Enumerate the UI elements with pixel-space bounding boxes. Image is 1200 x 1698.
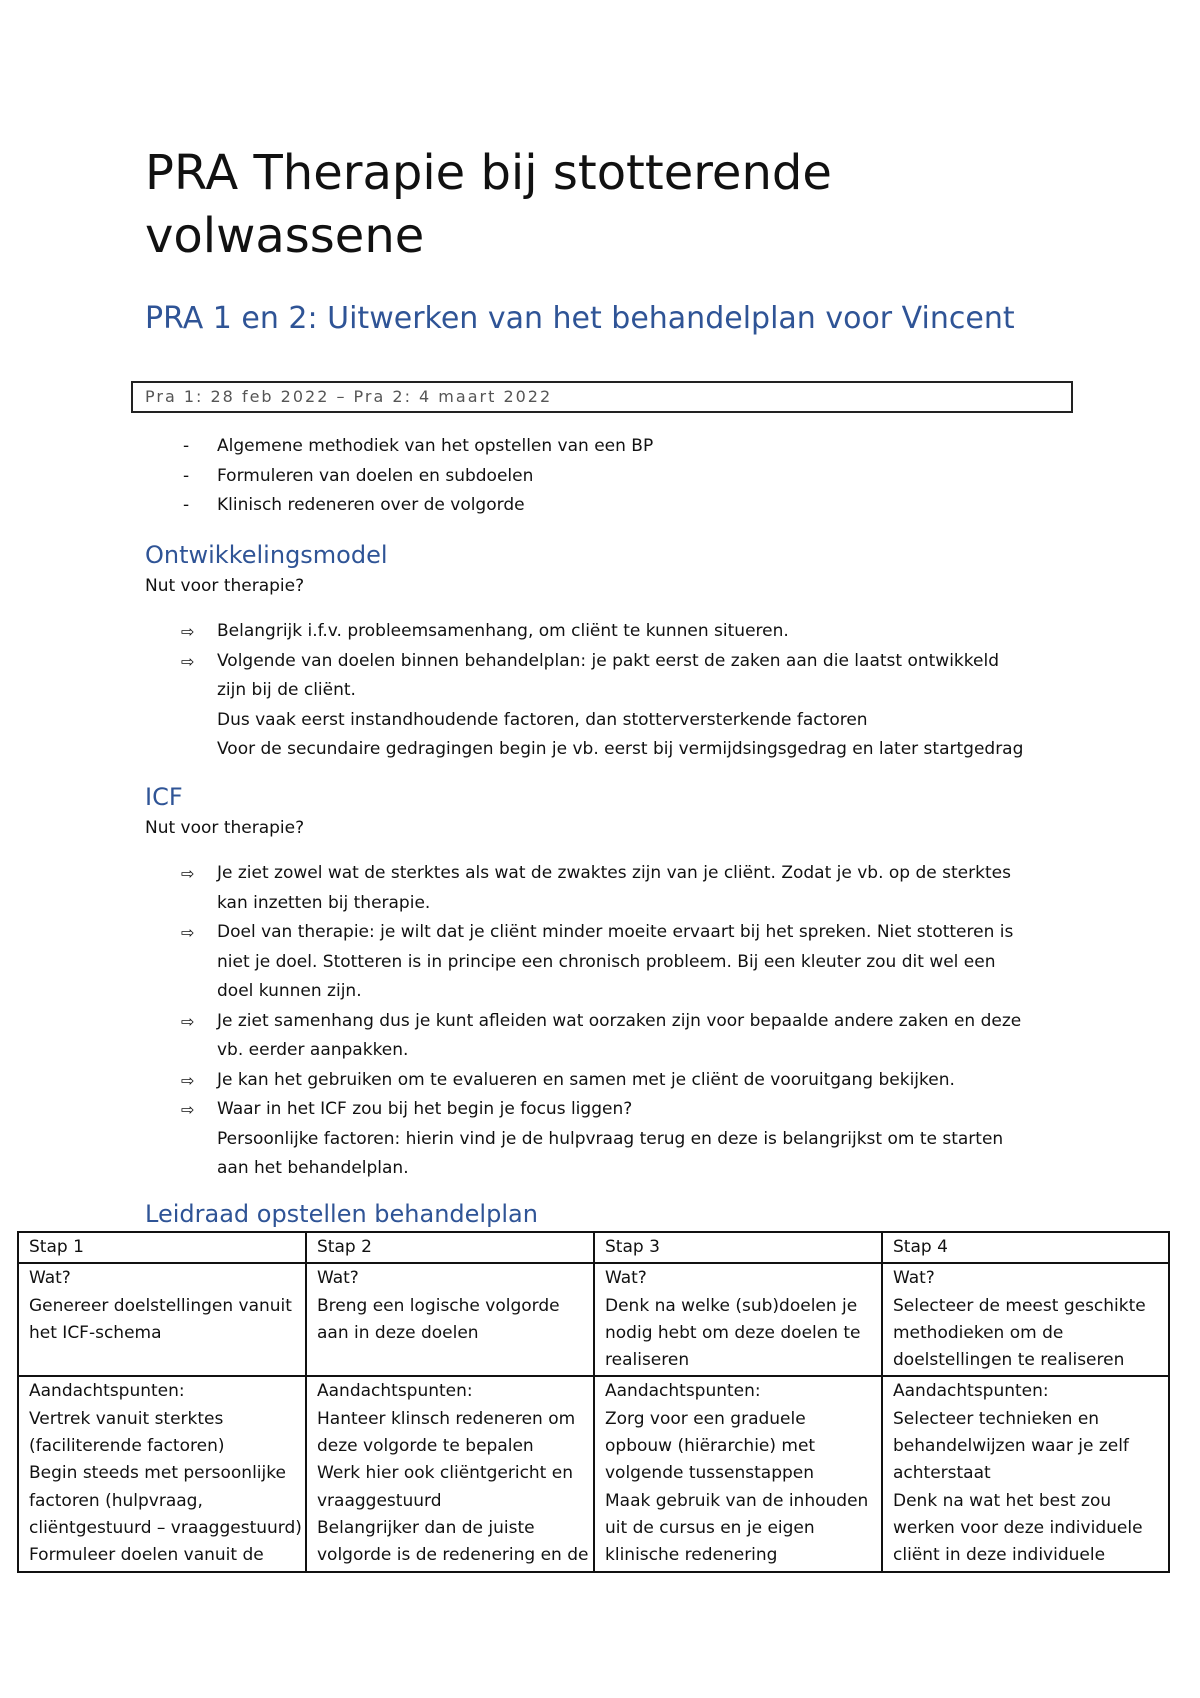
section-title: PRA 1 en 2: Uitwerken van het behandelplan voor Vincent <box>145 301 1015 336</box>
dash-marker: - <box>183 495 190 515</box>
arrow-right-icon: ⇨ <box>181 651 195 671</box>
table-header-row <box>18 1232 1169 1263</box>
header-cell: Stap 2 <box>306 1232 594 1263</box>
date-box: Pra 1: 28 feb 2022 – Pra 2: 4 maart 2022 <box>131 381 1073 413</box>
table-cell: Aandachtspunten: Hanteer klinsch redeneren om deze volgorde te bepalen Werk hier ook cliëntgericht en vraaggestuurd Belangrijker dan de juiste volgorde is de redenering en de <box>306 1376 594 1571</box>
table-cell: Wat? Genereer doelstellingen vanuit het ICF-schema <box>18 1263 306 1376</box>
table-cell: Aandachtspunten: Zorg voor een graduele opbouw (hiërarchie) met volgende tussenstappen Maak gebruik van de inhouden uit de cursus en je eigen klinische redenering <box>594 1376 882 1571</box>
table-cell: Wat? Breng een logische volgorde aan in deze doelen <box>306 1263 594 1376</box>
behandelplan-table <box>17 1231 1170 1573</box>
arrow-right-icon: ⇨ <box>181 923 195 942</box>
heading-ontwikkelingsmodel: Ontwikkelingsmodel <box>145 541 388 569</box>
dash-marker: - <box>183 465 190 486</box>
table-cell: Aandachtspunten: Vertrek vanuit sterktes (faciliterende factoren) Begin steeds met persoonlijke factoren (hulpvraag, cliëntgestuurd – vraaggestuurd) Formuleer doelen vanuit de <box>18 1376 306 1571</box>
page-title: PRA Therapie bij stotterende volwassene <box>145 145 832 264</box>
list-item: ⇨ Waar in het ICF zou bij het begin je focus liggen? Persoonlijke factoren: hierin vind je de hulpvraag terug en deze is belangrijkst om te starten aan het behandelplan. <box>145 1095 1117 1184</box>
arrow-right-icon: ⇨ <box>181 1011 195 1031</box>
table-cell: Wat? Selecteer de meest geschikte methodieken om de doelstellingen te realiseren <box>882 1263 1169 1376</box>
arrow-right-icon: ⇨ <box>181 1070 195 1090</box>
table-cell: Wat? Denk na welke (sub)doelen je nodig hebt om deze doelen te realiseren <box>594 1263 882 1376</box>
list-item: - Algemene methodiek van het opstellen van een BP <box>145 432 653 462</box>
heading-icf: ICF <box>145 783 183 811</box>
heading-leidraad: Leidraad opstellen behandelplan <box>145 1200 538 1228</box>
list-item: ⇨ Doel van therapie: je wilt dat je cliënt minder moeite ervaart bij het spreken. Niet stotteren is niet je doel. Stotteren is in principe een chronisch probleem. Bij een kleuter zou dit wel een doel kunnen zijn. <box>145 918 1117 1007</box>
arrow-right-icon: ⇨ <box>181 1100 195 1119</box>
table-row <box>18 1376 1169 1571</box>
icf-list <box>145 859 1117 1184</box>
arrow-right-icon: ⇨ <box>181 622 195 641</box>
list-item: - Formuleren van doelen en subdoelen <box>145 462 653 492</box>
list-item: ⇨ Belangrijk i.f.v. probleemsamenhang, om cliënt te kunnen situeren. <box>145 617 1117 647</box>
list-item: ⇨ Je kan het gebruiken om te evalueren en samen met je cliënt de vooruitgang bekijken. <box>145 1066 1117 1096</box>
ontwikkeling-list <box>145 617 1117 765</box>
header-cell: Stap 1 <box>18 1232 306 1263</box>
table-cell: Aandachtspunten: Selecteer technieken en behandelwijzen waar je zelf achterstaat Denk na wat het best zou werken voor deze individuele cliënt in deze individuele <box>882 1376 1169 1571</box>
intro-list <box>145 432 653 521</box>
table-row <box>18 1263 1169 1376</box>
list-item: ⇨ Je ziet zowel wat de sterktes als wat de zwaktes zijn van je cliënt. Zodat je vb. op de sterktes kan inzetten bij therapie. <box>145 859 1117 918</box>
list-item: - Klinisch redeneren over de volgorde <box>145 491 653 521</box>
list-item: ⇨ Volgende van doelen binnen behandelplan: je pakt eerst de zaken aan die laatst ontwikkeld zijn bij de cliënt. Dus vaak eerst instandhoudende factoren, dan stotterversterkende factoren Voor de secundaire gedragingen begin je vb. eerst bij vermijdsingsgedrag en later startgedrag <box>145 647 1117 765</box>
list-item: ⇨ Je ziet samenhang dus je kunt afleiden wat oorzaken zijn voor bepaalde andere zaken en deze vb. eerder aanpakken. <box>145 1007 1117 1066</box>
header-cell: Stap 3 <box>594 1232 882 1263</box>
question-text: Nut voor therapie? <box>145 818 305 838</box>
arrow-right-icon: ⇨ <box>181 864 195 883</box>
question-text: Nut voor therapie? <box>145 576 305 596</box>
header-cell: Stap 4 <box>882 1232 1169 1263</box>
dash-marker: - <box>183 436 190 456</box>
